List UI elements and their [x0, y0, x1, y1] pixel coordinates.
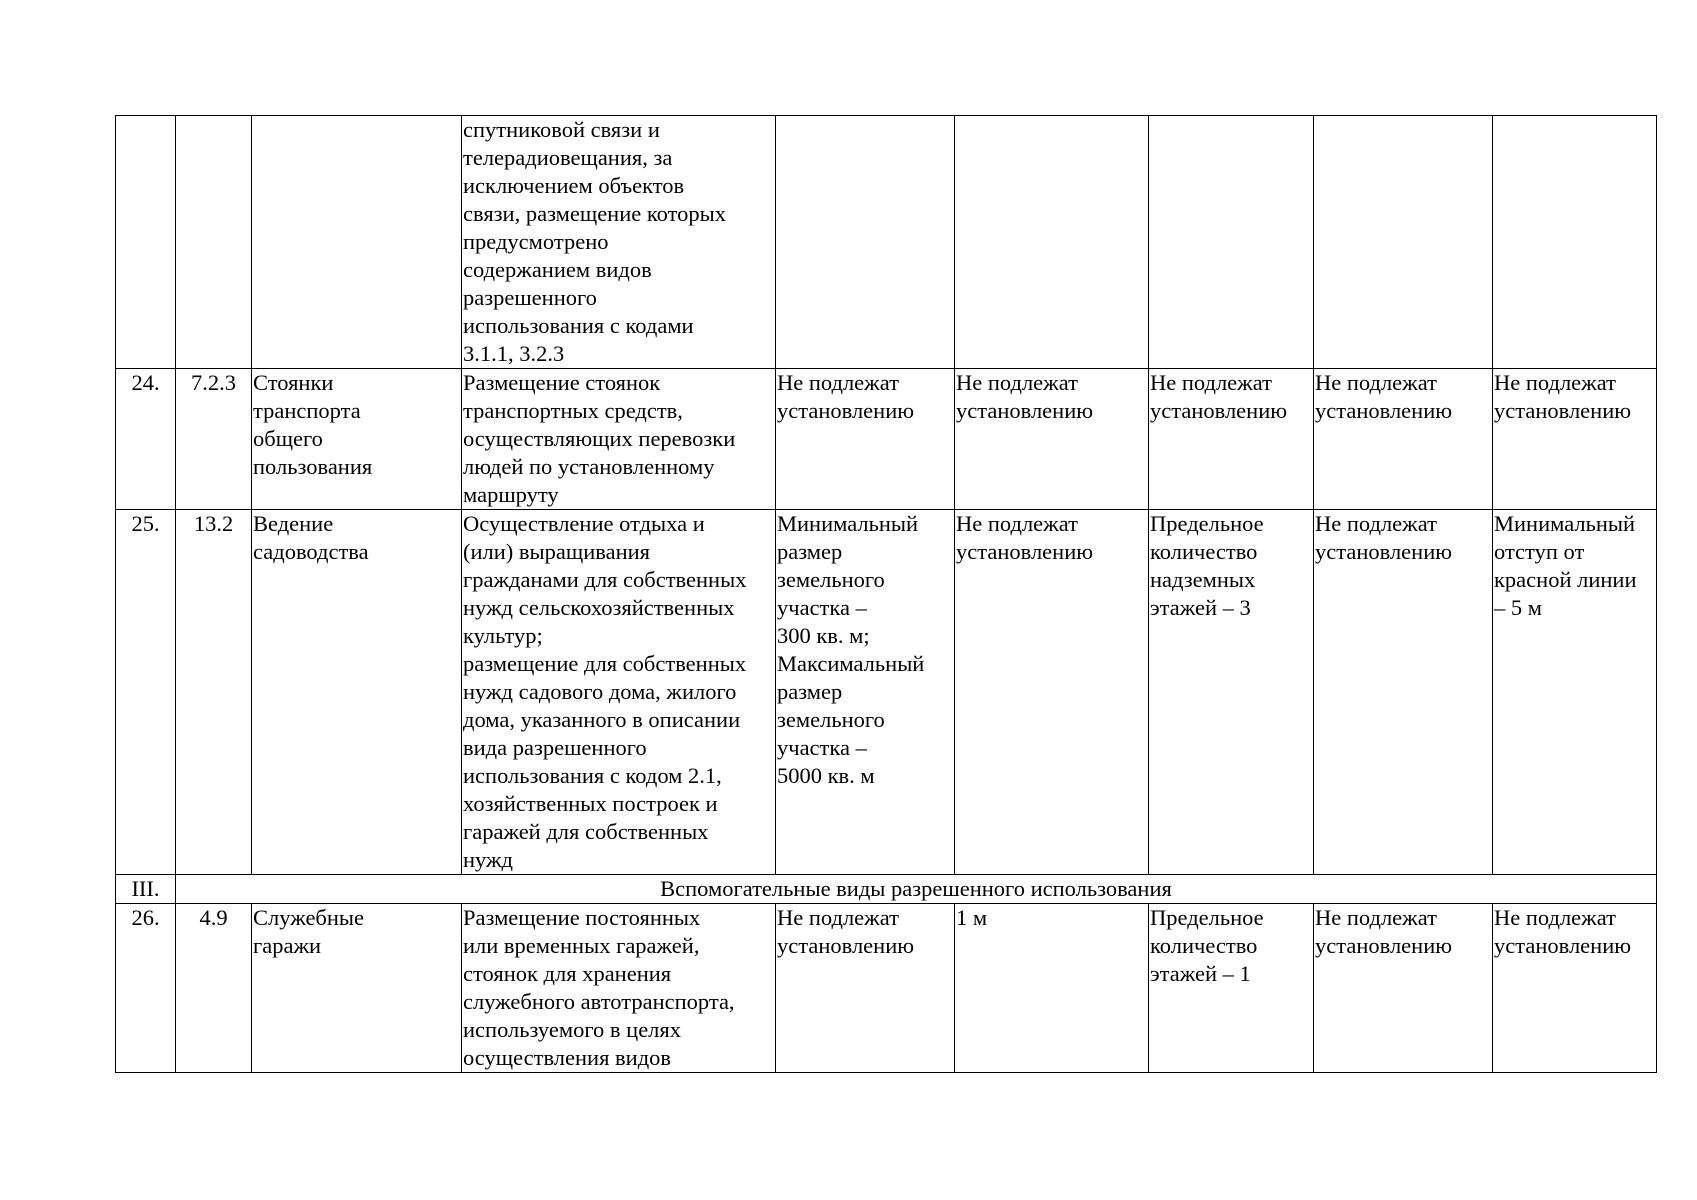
description-cell: Размещение стоянок транспортных средств, осуществляющих перевозки людей по установленному маршруту — [462, 369, 776, 510]
row-number-cell: 24. — [116, 369, 176, 510]
parameter-cell — [776, 116, 955, 369]
table-row — [116, 116, 1657, 369]
description-cell: спутниковой связи и телерадиовещания, за исключением объектов связи, размещение которых предусмотрено содержанием видов разрешенного использования с кодами 3.1.1, 3.2.3 — [462, 116, 776, 369]
use-name-cell: Стоянки транспорта общего пользования — [252, 369, 462, 510]
parameter-cell: Не подлежат установлению — [1493, 904, 1657, 1073]
row-number-cell: 25. — [116, 510, 176, 875]
parameter-cell — [1314, 116, 1493, 369]
parameter-cell — [1493, 116, 1657, 369]
parameter-cell: Не подлежат установлению — [1314, 904, 1493, 1073]
description-cell: Размещение постоянных или временных гаражей, стоянок для хранения служебного автотранспорта, используемого в целях осуществления видов — [462, 904, 776, 1073]
parameter-cell: Не подлежат установлению — [1149, 369, 1314, 510]
parameter-cell: Не подлежат установлению — [1314, 369, 1493, 510]
parameter-cell: Не подлежат установлению — [1314, 510, 1493, 875]
table-row — [116, 369, 1657, 510]
parameter-cell: Не подлежат установлению — [776, 369, 955, 510]
table-row — [116, 904, 1657, 1073]
section-row — [116, 875, 1657, 904]
parameter-cell: Не подлежат установлению — [1493, 369, 1657, 510]
code-cell: 7.2.3 — [176, 369, 252, 510]
parameter-cell: Не подлежат установлению — [955, 510, 1149, 875]
use-name-cell — [252, 116, 462, 369]
use-name-cell: Служебные гаражи — [252, 904, 462, 1073]
parameter-cell: Предельное количество надземных этажей – 3 — [1149, 510, 1314, 875]
parameter-cell: 1 м — [955, 904, 1149, 1073]
table-row — [116, 510, 1657, 875]
parameter-cell — [955, 116, 1149, 369]
code-cell: 4.9 — [176, 904, 252, 1073]
code-cell: 13.2 — [176, 510, 252, 875]
parameter-cell: Минимальный размер земельного участка – 300 кв. м; Максимальный размер земельного участка – 5000 кв. м — [776, 510, 955, 875]
parameter-cell — [1149, 116, 1314, 369]
land-use-regulations-table — [115, 115, 1657, 1073]
section-title-cell: Вспомогательные виды разрешенного использования — [176, 875, 1657, 904]
row-number-cell — [116, 116, 176, 369]
parameter-cell: Предельное количество этажей – 1 — [1149, 904, 1314, 1073]
use-name-cell: Ведение садоводства — [252, 510, 462, 875]
section-number-cell: III. — [116, 875, 176, 904]
parameter-cell: Минимальный отступ от красной линии – 5 м — [1493, 510, 1657, 875]
row-number-cell: 26. — [116, 904, 176, 1073]
code-cell — [176, 116, 252, 369]
description-cell: Осуществление отдыха и (или) выращивания гражданами для собственных нужд сельскохозяйственных культур; размещение для собственных нужд садового дома, жилого дома, указанного в описании вида разрешенного использования с кодом 2.1, хозяйственных построек и гаражей для собственных нужд — [462, 510, 776, 875]
parameter-cell: Не подлежат установлению — [776, 904, 955, 1073]
parameter-cell: Не подлежат установлению — [955, 369, 1149, 510]
